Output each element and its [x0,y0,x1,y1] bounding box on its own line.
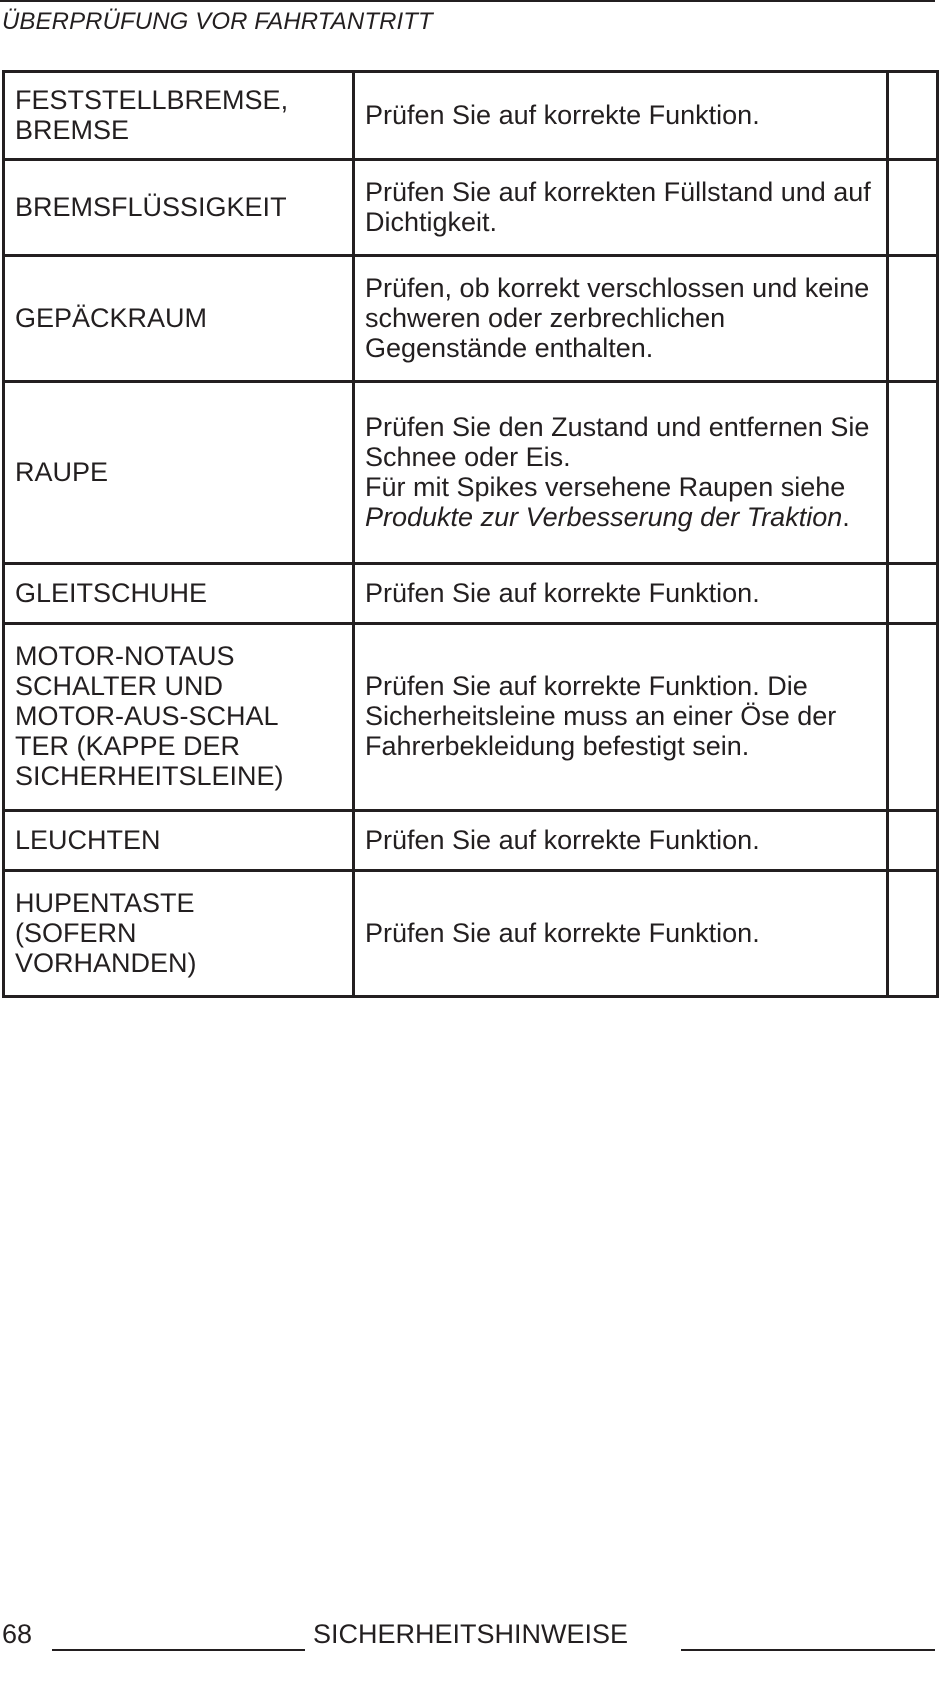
checkbox-cell[interactable] [888,811,938,871]
check-cell: Prüfen Sie auf korrekte Funktion. [354,72,888,160]
check-cell: Prüfen Sie auf korrekten Füllstand und auf Dichtigkeit. [354,160,888,256]
table-row [4,160,938,256]
table-row [4,811,938,871]
footer-rule-left [52,1649,305,1651]
check-text: Prüfen Sie den Zustand und entfernen Sie Schnee oder Eis. [365,411,870,472]
checklist-table [2,70,939,998]
table-row [4,256,938,382]
checkbox-cell[interactable] [888,871,938,997]
item-cell: MOTOR-NOTAUS SCHALTER UND MOTOR-AUS-SCHAL TER (KAPPE DER SICHERHEITSLEINE) [4,624,354,811]
checkbox-cell[interactable] [888,72,938,160]
table-row [4,871,938,997]
item-cell: BREMSFLÜSSIGKEIT [4,160,354,256]
check-text: Für mit Spikes versehene Raupen siehe [365,471,846,502]
checkbox-cell[interactable] [888,256,938,382]
item-cell: HUPENTASTE (SOFERN VORHANDEN) [4,871,354,997]
item-cell: RAUPE [4,382,354,564]
item-cell: GLEITSCHUHE [4,564,354,624]
footer-rule-right [681,1649,935,1651]
checkbox-cell[interactable] [888,564,938,624]
table-row [4,382,938,564]
check-cell: Prüfen, ob korrekt verschlossen und keine schweren oder zerbrechlichen Gegenstände enthalten. [354,256,888,382]
item-cell: FESTSTELLBREMSE, BREMSE [4,72,354,160]
top-rule [0,0,935,2]
table-row [4,72,938,160]
table-row [4,564,938,624]
checkbox-cell[interactable] [888,160,938,256]
check-text: . [842,501,850,532]
check-cell [354,382,888,564]
item-cell: LEUCHTEN [4,811,354,871]
page-number: 68 [2,1619,33,1649]
section-title: SICHERHEITSHINWEISE [313,1619,629,1649]
page-header: ÜBERPRÜFUNG VOR FAHRTANTRITT [2,8,433,35]
page-footer [0,1619,935,1659]
check-cell: Prüfen Sie auf korrekte Funktion. Die Sicherheitsleine muss an einer Öse der Fahrerbekleidung befestigt sein. [354,624,888,811]
item-cell: GEPÄCKRAUM [4,256,354,382]
checkbox-cell[interactable] [888,382,938,564]
table-row [4,624,938,811]
reference-title: Produkte zur Verbesserung der Traktion [365,501,843,532]
check-cell: Prüfen Sie auf korrekte Funktion. [354,871,888,997]
check-cell: Prüfen Sie auf korrekte Funktion. [354,564,888,624]
check-cell: Prüfen Sie auf korrekte Funktion. [354,811,888,871]
checkbox-cell[interactable] [888,624,938,811]
